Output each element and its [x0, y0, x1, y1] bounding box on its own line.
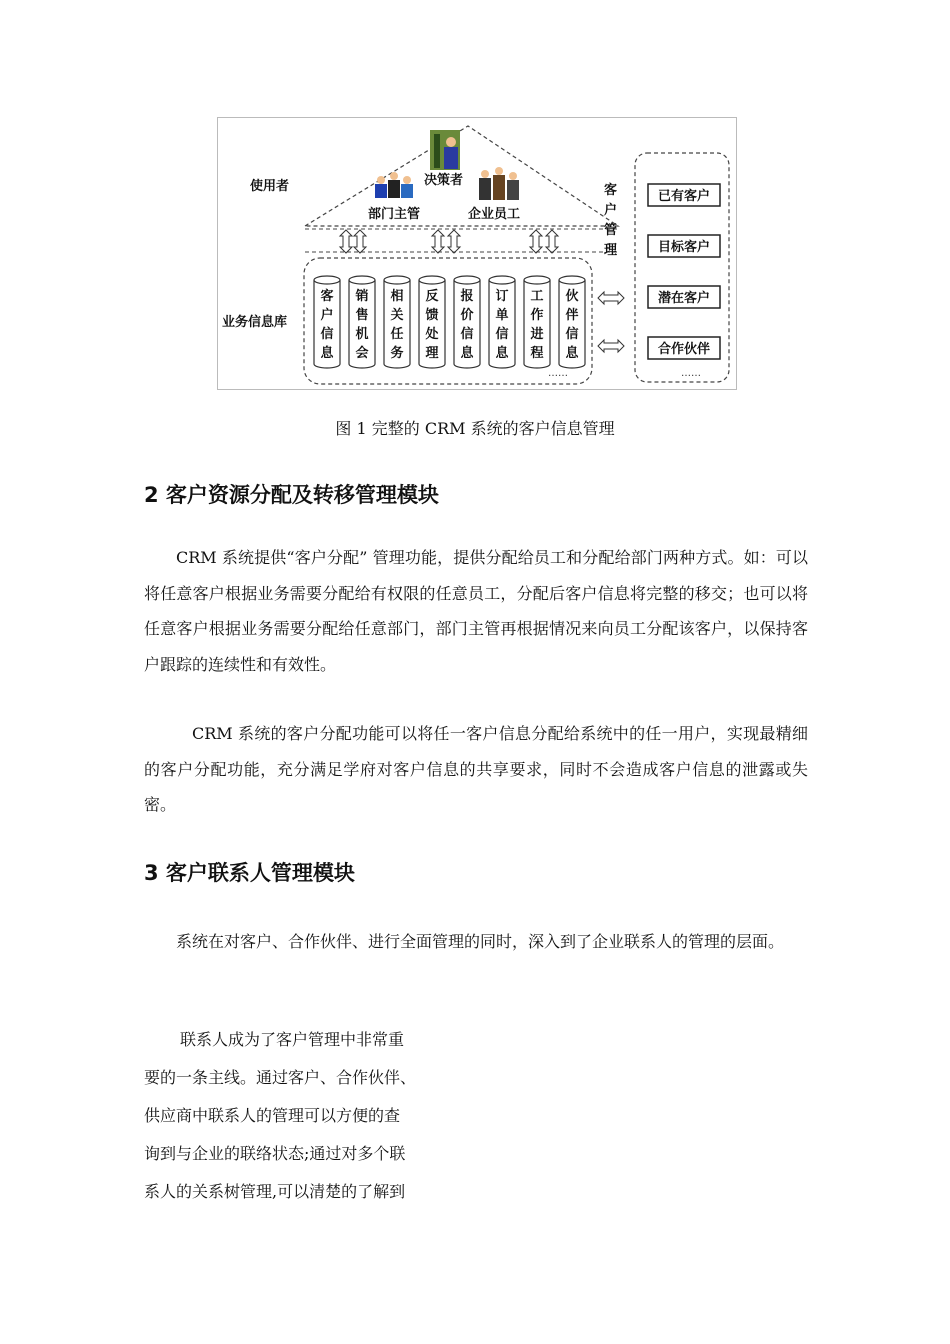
svg-text:理: 理 [425, 346, 439, 361]
svg-text:息: 息 [460, 346, 474, 361]
svg-text:工: 工 [530, 289, 544, 304]
svg-text:进: 进 [530, 327, 544, 342]
svg-text:已有客户: 已有客户 [657, 189, 711, 204]
customer-type-box [648, 286, 720, 308]
svg-text:息: 息 [320, 346, 334, 361]
crm-diagram [218, 118, 736, 389]
svg-text:客: 客 [604, 183, 618, 198]
decision-maker-icon [430, 130, 460, 170]
paragraph-line: 供应商中联系人的管理可以方便的查 [144, 1106, 401, 1125]
db-cylinder [454, 276, 480, 368]
dept-manager-label: 部门主管 [368, 207, 421, 222]
svg-text:处: 处 [425, 327, 439, 342]
dept-manager-icon [375, 172, 413, 198]
section2-paragraph-1: CRM 系统提供“客户分配” 管理功能，提供分配给员工和分配给部门两种方式。如：可以将任意客户根据业务需要分配给有权限的任意员工，分配后客户信息将完整的移交；也可以将任意客户根据业务需要分配给任意部门，部门主管再根据情况来向员工分配该客户，以保持客户跟踪的连续性和有效性。 [144, 548, 808, 674]
employee-label: 企业员工 [468, 207, 521, 222]
db-cylinder [349, 276, 375, 368]
svg-text:关: 关 [390, 308, 404, 323]
svg-text:订: 订 [495, 289, 509, 304]
svg-text:伴: 伴 [565, 308, 579, 323]
svg-text:售: 售 [355, 308, 369, 323]
svg-text:价: 价 [460, 308, 474, 323]
svg-text:报: 报 [460, 289, 474, 304]
decision-maker-label: 决策者 [424, 173, 464, 188]
svg-text:信: 信 [460, 327, 474, 342]
svg-text:户: 户 [320, 308, 334, 323]
svg-text:信: 信 [320, 327, 334, 342]
svg-text:户: 户 [604, 203, 618, 218]
crm-figure [217, 117, 737, 390]
svg-text:机: 机 [355, 327, 369, 342]
svg-text:单: 单 [495, 308, 509, 323]
biz-db-label: 业务信息库 [222, 315, 288, 330]
section3-title: 3 客户联系人管理模块 [144, 861, 355, 885]
svg-text:潜在客户: 潜在客户 [657, 291, 711, 306]
svg-text:销: 销 [355, 289, 369, 304]
svg-text:客: 客 [320, 289, 334, 304]
customer-type-box [648, 337, 720, 359]
paragraph-line: 系人的关系树管理,可以清楚的了解到 [144, 1182, 406, 1201]
svg-text:伙: 伙 [565, 289, 579, 304]
db-cylinders [314, 276, 585, 368]
paragraph-line: 询到与企业的联络状态;通过对多个联 [144, 1144, 406, 1163]
figure-caption: 图 1 完整的 CRM 系统的客户信息管理 [335, 419, 615, 438]
employee-icon [479, 167, 519, 200]
users-label: 使用者 [250, 179, 290, 194]
db-cylinder [419, 276, 445, 368]
section2-title: 2 客户资源分配及转移管理模块 [144, 483, 439, 507]
svg-text:目标客户: 目标客户 [657, 240, 711, 255]
paragraph-line: 要的一条主线。通过客户、合作伙伴、 [144, 1068, 417, 1087]
svg-text:息: 息 [565, 346, 579, 361]
svg-text:任: 任 [390, 327, 404, 342]
svg-text:馈: 馈 [425, 308, 439, 323]
arrows-users-db [340, 230, 558, 253]
customer-ellipsis: …… [681, 368, 701, 379]
arrows-db-customer [598, 292, 624, 352]
svg-text:信: 信 [495, 327, 509, 342]
db-ellipsis: …… [548, 368, 568, 379]
section3-paragraph-2 [144, 1021, 474, 1211]
db-cylinder [384, 276, 410, 368]
svg-text:相: 相 [390, 289, 404, 304]
svg-text:管: 管 [604, 223, 618, 238]
paragraph-line: 联系人成为了客户管理中非常重 [180, 1030, 405, 1049]
svg-text:反: 反 [425, 289, 439, 304]
svg-text:合作伙伴: 合作伙伴 [657, 342, 711, 357]
svg-text:理: 理 [604, 243, 618, 258]
svg-text:程: 程 [530, 346, 544, 361]
svg-text:信: 信 [565, 327, 579, 342]
db-cylinder [559, 276, 585, 368]
db-cylinder [524, 276, 550, 368]
svg-text:息: 息 [495, 346, 509, 361]
section2-paragraph-2: CRM 系统的客户分配功能可以将任一客户信息分配给系统中的任一用户，实现最精细的客户分配功能，充分满足学府对客户信息的共享要求，同时不会造成客户信息的泄露或失密。 [144, 724, 808, 814]
section3-paragraph-1: 系统在对客户、合作伙伴、进行全面管理的同时，深入到了企业联系人的管理的层面。 [176, 932, 785, 951]
customer-mgmt-label [604, 182, 618, 258]
svg-text:作: 作 [530, 308, 544, 323]
svg-text:会: 会 [355, 346, 369, 361]
svg-text:务: 务 [390, 346, 404, 361]
customer-type-box [648, 235, 720, 257]
customer-types [648, 184, 720, 359]
db-cylinder [314, 276, 340, 368]
db-cylinder [489, 276, 515, 368]
customer-type-box [648, 184, 720, 206]
